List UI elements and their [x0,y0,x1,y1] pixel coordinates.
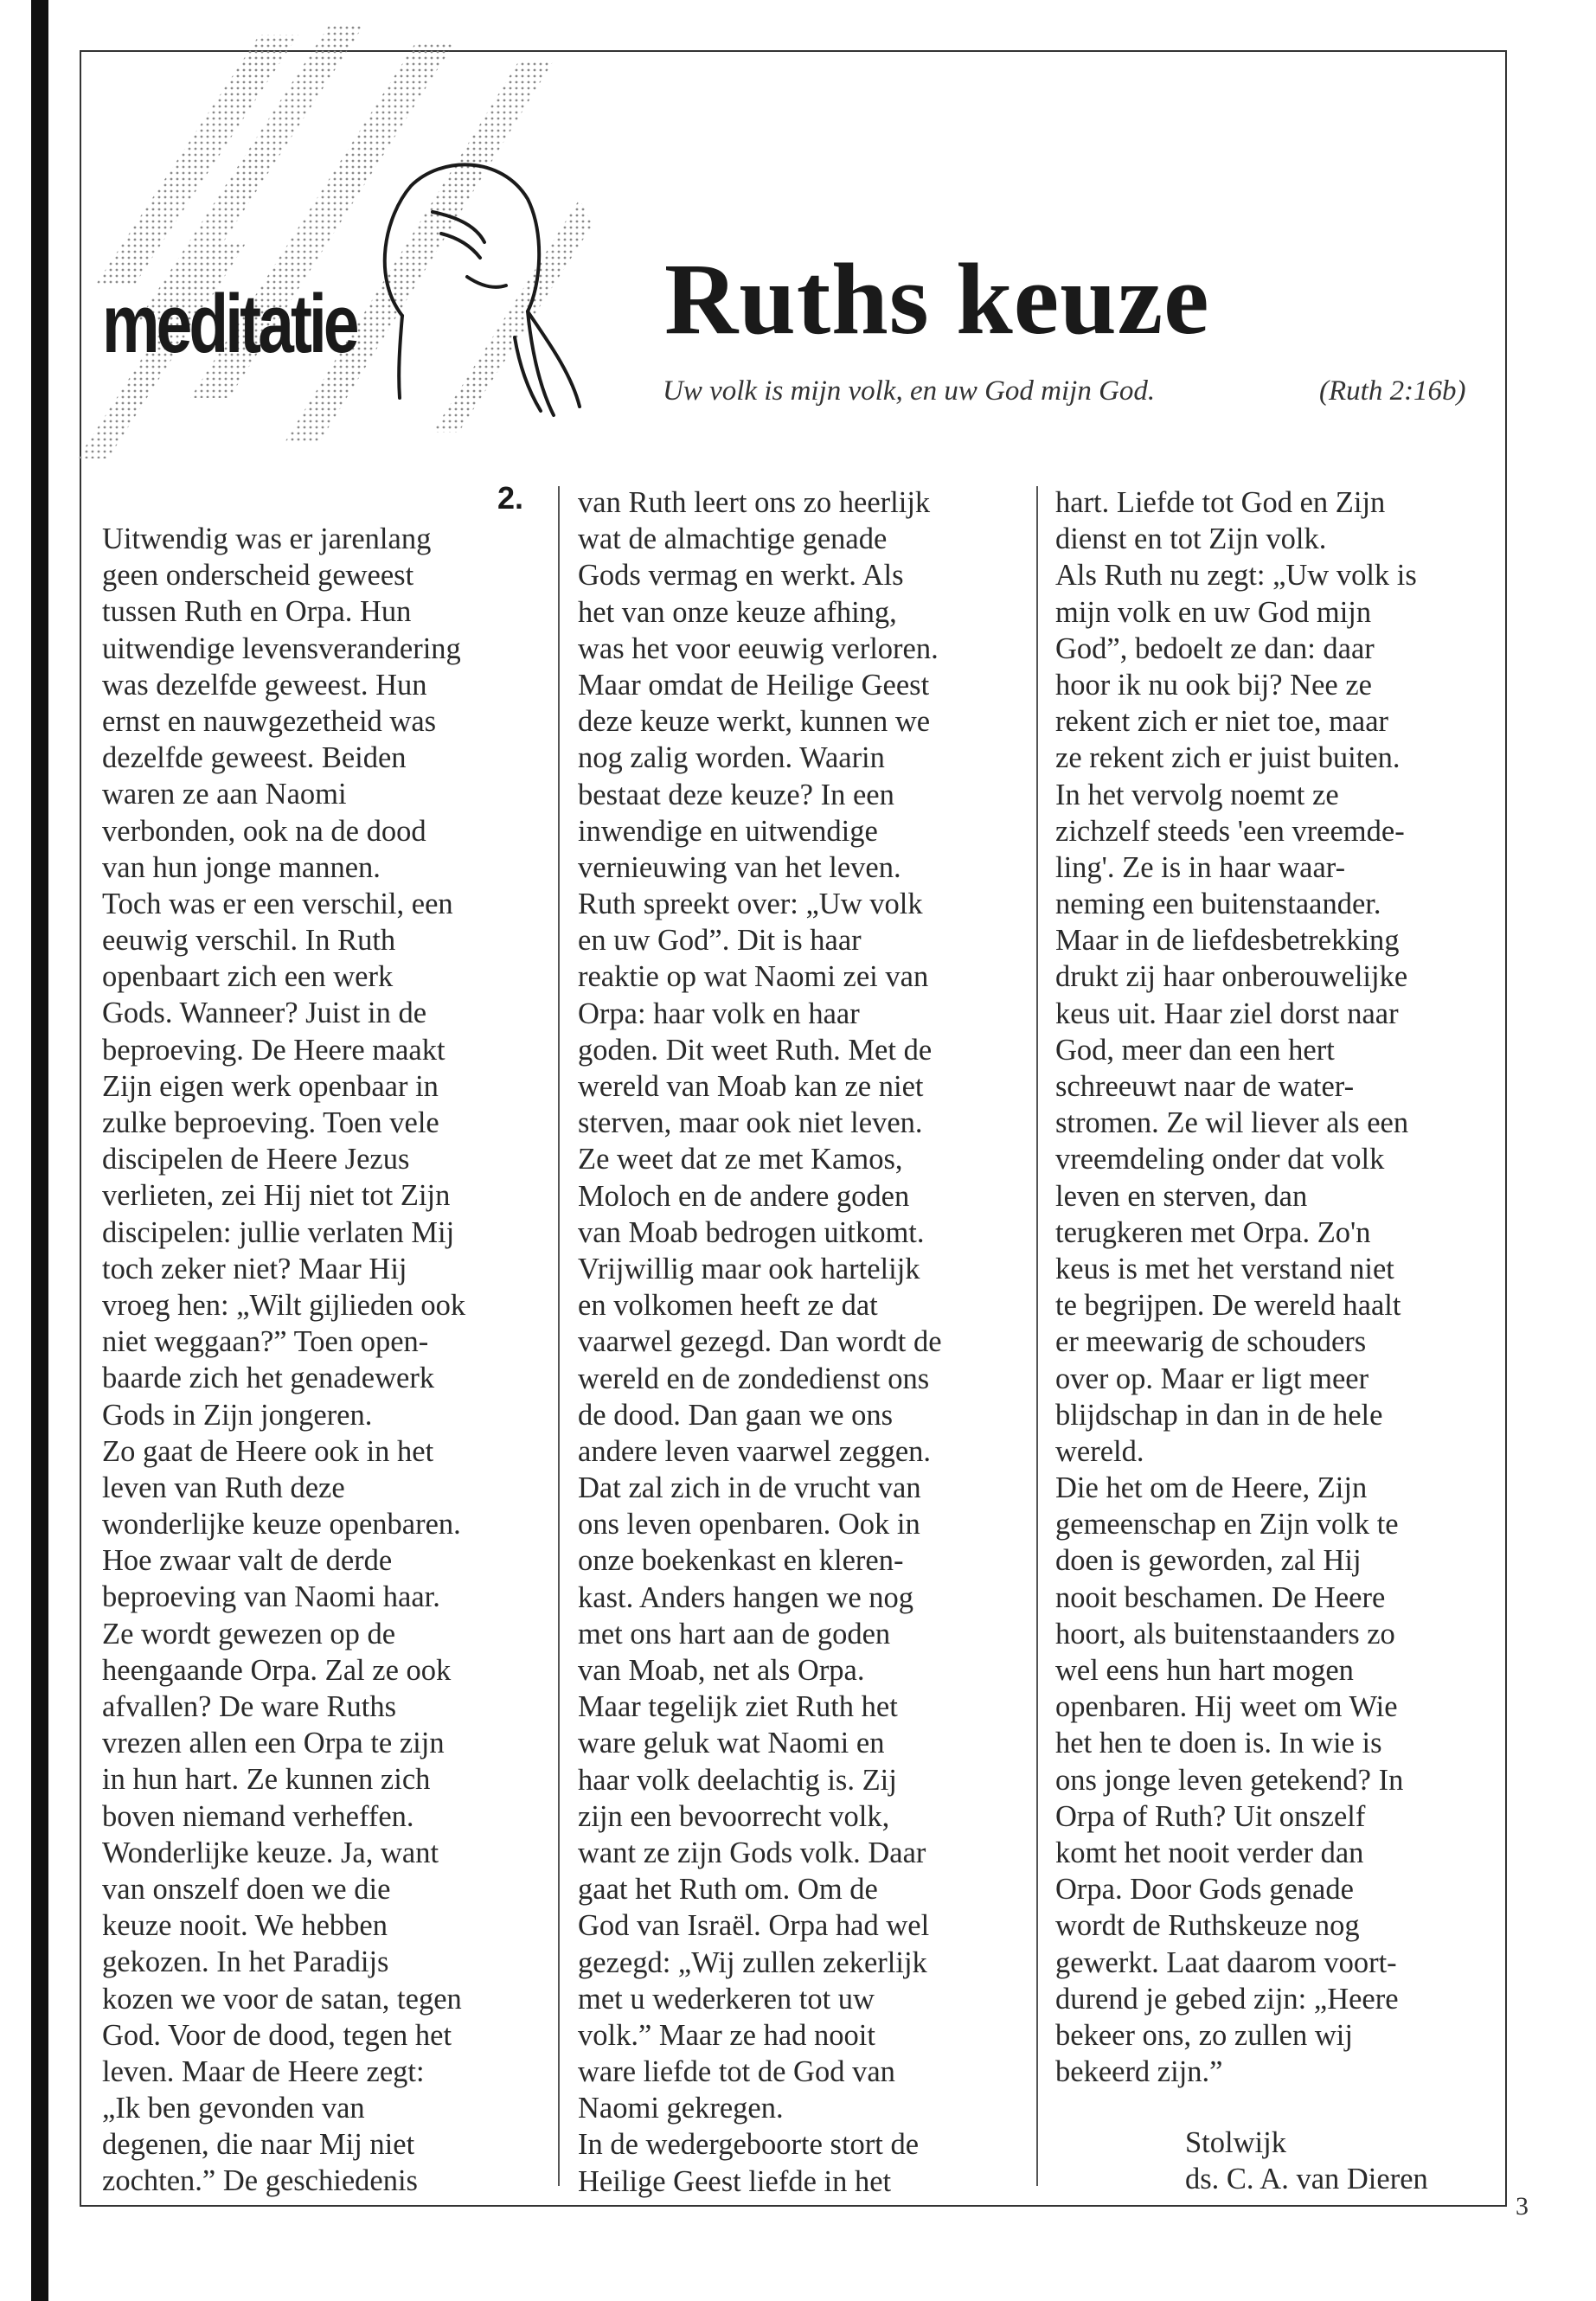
text-line: want ze zijn Gods volk. Daar [578,1836,926,1869]
text-line: Die het om de Heere, Zijn [1055,1471,1368,1505]
text-line: zulke beproeving. Toen vele [102,1106,439,1139]
text-line: Naomi gekregen. [578,2092,784,2125]
text-line: onze boekenkast en kleren- [578,1544,904,1578]
text-line: nog zalig worden. Waarin [578,741,885,775]
text-line: vernieuwing van het leven. [578,850,901,884]
text-line: verbonden, ook na de dood [102,814,426,848]
text-line: van Moab, net als Orpa. [578,1654,865,1687]
text-line: het hen te doen is. In wie is [1055,1727,1382,1760]
text-line: beproeving. De Heere maakt [102,1033,445,1067]
text-line: keus uit. Haar ziel dorst naar [1055,997,1399,1030]
text-line: boven niemand verheffen. [102,1799,414,1833]
text-line: durend je gebed zijn: „Heere [1055,1982,1399,2016]
text-line: te begrijpen. De wereld haalt [1055,1289,1401,1323]
text-line: was het voor eeuwig verloren. [578,631,939,665]
text-line: Zo gaat de Heere ook in het [102,1434,434,1468]
text-line: het van onze keuze afhing, [578,595,897,629]
text-line: over op. Maar er ligt meer [1055,1362,1369,1395]
text-line: neming een buitenstaander. [1055,888,1381,921]
text-line: eeuwig verschil. In Ruth [102,924,396,958]
text-line: leven. Maar de Heere zegt: [102,2054,425,2088]
text-line: wereld en de zondedienst ons [578,1362,930,1395]
column-divider [558,486,560,2186]
text-line: reaktie op wat Naomi zei van [578,960,929,994]
text-line: Ruth spreekt over: „Uw volk [578,888,923,921]
column-divider [1036,486,1038,2186]
text-line: sterven, maar ook niet leven. [578,1106,923,1140]
text-line: gewerkt. Laat daarom voort- [1055,1945,1397,1979]
text-line: God van Israël. Orpa had wel [578,1909,930,1943]
text-line: gezegd: „Wij zullen zekerlijk [578,1945,927,1979]
text-line: leven en sterven, dan [1055,1179,1308,1213]
text-line: bestaat deze keuze? In een [578,778,894,811]
signoff-place: Stolwijk [1185,2126,1286,2159]
text-line: Dat zal zich in de vrucht van [578,1471,921,1505]
text-line: inwendige en uitwendige [578,814,878,848]
text-line: bekeerd zijn.” [1055,2055,1223,2089]
text-line: Orpa. Door Gods genade [1055,1873,1354,1907]
text-line: Ze weet dat ze met Kamos, [578,1143,903,1176]
text-line: Gods in Zijn jongeren. [102,1398,373,1432]
text-line: ware geluk wat Naomi en [578,1727,885,1760]
text-line: openbaart zich een werk [102,960,394,994]
text-line: Heilige Geest liefde in het [578,2164,892,2198]
scripture-motto: Uw volk is mijn volk, en uw God mijn God. [663,375,1156,407]
text-line: Zijn eigen werk openbaar in [102,1069,439,1103]
text-line: ze rekent zich er juist buiten. [1055,741,1401,775]
text-line: discipelen: jullie verlaten Mij [102,1215,455,1249]
text-line: keus is met het verstand niet [1055,1252,1394,1285]
text-line: God. Voor de dood, tegen het [102,2018,452,2052]
text-line: geen onderscheid geweest [102,559,414,593]
text-line: vroeg hen: „Wilt gijlieden ook [102,1288,466,1322]
text-line: wereld. [1055,1434,1144,1468]
text-line: gaat het Ruth om. Om de [578,1873,878,1907]
text-line: wordt de Ruthskeuze nog [1055,1909,1360,1943]
text-line: God”, bedoelt ze dan: daar [1055,631,1375,665]
text-line: volk.” Maar ze had nooit [578,2018,875,2052]
text-line: zochten.” De geschiedenis [102,2164,418,2198]
text-line: stromen. Ze wil liever als een [1055,1106,1409,1140]
text-line: degenen, die naar Mij niet [102,2128,415,2162]
text-line: afvallen? De ware Ruths [102,1690,397,1723]
text-line: met ons hart aan de goden [578,1617,891,1650]
meditation-figure-illustration [61,26,597,476]
text-line: gemeenschap en Zijn volk te [1055,1508,1399,1541]
text-line: Gods. Wanneer? Juist in de [102,997,427,1030]
text-line: God, meer dan een hert [1055,1033,1335,1067]
text-line: met u wederkeren tot uw [578,1982,875,2016]
signoff-author: ds. C. A. van Dieren [1185,2163,1428,2195]
text-line: beproeving van Naomi haar. [102,1580,440,1614]
text-line: Toch was er een verschil, een [102,887,453,920]
text-line: toch zeker niet? Maar Hij [102,1252,407,1285]
text-line: terugkeren met Orpa. Zo'n [1055,1215,1371,1249]
text-line: Orpa of Ruth? Uit onszelf [1055,1799,1366,1833]
text-line: van onszelf doen we die [102,1872,391,1906]
text-line: en uw God”. Dit is haar [578,924,862,958]
text-line: dienst en tot Zijn volk. [1055,522,1327,556]
text-line: vaarwel gezegd. Dan wordt de [578,1325,942,1359]
text-line: kozen we voor de satan, tegen [102,1982,462,2016]
text-line: Hoe zwaar valt de derde [102,1544,393,1578]
text-line: Gods vermag en werkt. Als [578,559,904,593]
scripture-reference: (Ruth 2:16b) [1319,375,1466,407]
text-line: ling'. Ze is in haar waar- [1055,850,1346,884]
text-line: de dood. Dan gaan we ons [578,1398,894,1432]
text-line: baarde zich het genadewerk [102,1362,435,1395]
text-line: kast. Anders hangen we nog [578,1580,914,1614]
text-line: Moloch en de andere goden [578,1179,910,1213]
text-line: haar volk deelachtig is. Zij [578,1763,897,1797]
text-line: zijn een bevoorrecht volk, [578,1799,890,1833]
text-line: nooit beschamen. De Heere [1055,1580,1386,1614]
text-line: Maar in de liefdesbetrekking [1055,924,1400,958]
article-title: Ruths keuze [664,242,1210,356]
text-line: hart. Liefde tot God en Zijn [1055,486,1386,519]
text-line: ons leven openbaren. Ook in [578,1508,920,1541]
text-line: In de wedergeboorte stort de [578,2128,920,2162]
text-line: zichzelf steeds 'een vreemde- [1055,814,1405,848]
text-line: ware liefde tot de God van [578,2055,895,2089]
text-line: ernst en nauwgezetheid was [102,704,437,738]
text-line: schreeuwt naar de water- [1055,1070,1355,1103]
text-line: andere leven vaarwel zeggen. [578,1434,932,1468]
page-number: 3 [1516,2192,1529,2221]
text-line: deze keuze werkt, kunnen we [578,705,931,739]
text-line: discipelen de Heere Jezus [102,1143,410,1176]
text-line: rekent zich er niet toe, maar [1055,705,1389,739]
text-line: openbaren. Hij weet om Wie [1055,1690,1398,1724]
text-line: wereld van Moab kan ze niet [578,1070,924,1103]
text-line: Maar omdat de Heilige Geest [578,668,930,702]
text-line: vreemdeling onder dat volk [1055,1143,1385,1176]
text-line: Vrijwillig maar ook hartelijk [578,1252,920,1285]
text-line: Orpa: haar volk en haar [578,997,860,1030]
part-number: 2. [497,480,524,516]
text-line: blijdschap in dan in de hele [1055,1398,1383,1432]
text-line: vrezen allen een Orpa te zijn [102,1727,445,1760]
text-line: verlieten, zei Hij niet tot Zijn [102,1179,451,1213]
text-line: bekeer ons, zo zullen wij [1055,2018,1353,2052]
text-line: In het vervolg noemt ze [1055,778,1339,811]
text-line: hoor ik nu ook bij? Nee ze [1055,668,1372,702]
text-line: Maar tegelijk ziet Ruth het [578,1690,898,1724]
text-line: en volkomen heeft ze dat [578,1289,878,1323]
text-line: uitwendige levensverandering [102,631,461,665]
text-column-2 [578,484,1028,2200]
text-line: Wonderlijke keuze. Ja, want [102,1836,439,1869]
text-line: keuze nooit. We hebben [102,1909,388,1943]
text-line: Ze wordt gewezen op de [102,1617,396,1650]
text-line: er meewarig de schouders [1055,1325,1367,1359]
text-column-1 [102,521,535,2200]
text-line: dezelfde geweest. Beiden [102,741,407,775]
text-line: van Ruth leert ons zo heerlijk [578,486,931,519]
text-column-3 [1055,484,1505,2090]
text-line: mijn volk en uw God mijn [1055,595,1372,629]
text-line: waren ze aan Naomi [102,778,347,811]
text-line: niet weggaan?” Toen open- [102,1325,429,1359]
text-line: wel eens hun hart mogen [1055,1654,1354,1687]
text-line: Als Ruth nu zegt: „Uw volk is [1055,559,1417,593]
text-line: tussen Ruth en Orpa. Hun [102,595,412,629]
text-line: Uitwendig was er jarenlang [102,522,432,555]
text-line: drukt zij haar onberouwelijke [1055,960,1408,994]
text-line: van Moab bedrogen uitkomt. [578,1215,925,1249]
text-line: in hun hart. Ze kunnen zich [102,1763,431,1797]
binding-edge [31,0,48,2301]
text-line: leven van Ruth deze [102,1471,345,1504]
text-line: heengaande Orpa. Zal ze ook [102,1653,452,1687]
text-line: wat de almachtige genade [578,522,888,556]
text-line: „Ik ben gevonden van [102,2092,365,2125]
text-line: hoort, als buitenstaanders zo [1055,1617,1395,1650]
text-line: was dezelfde geweest. Hun [102,668,427,702]
text-line: gekozen. In het Paradijs [102,1945,389,1979]
text-line: ons jonge leven getekend? In [1055,1763,1404,1797]
text-line: doen is geworden, zal Hij [1055,1544,1362,1578]
text-line: van hun jonge mannen. [102,850,381,884]
section-label: meditatie [102,278,356,370]
text-line: wonderlijke keuze openbaren. [102,1508,461,1541]
text-line: komt het nooit verder dan [1055,1836,1364,1869]
text-line: goden. Dit weet Ruth. Met de [578,1033,933,1067]
